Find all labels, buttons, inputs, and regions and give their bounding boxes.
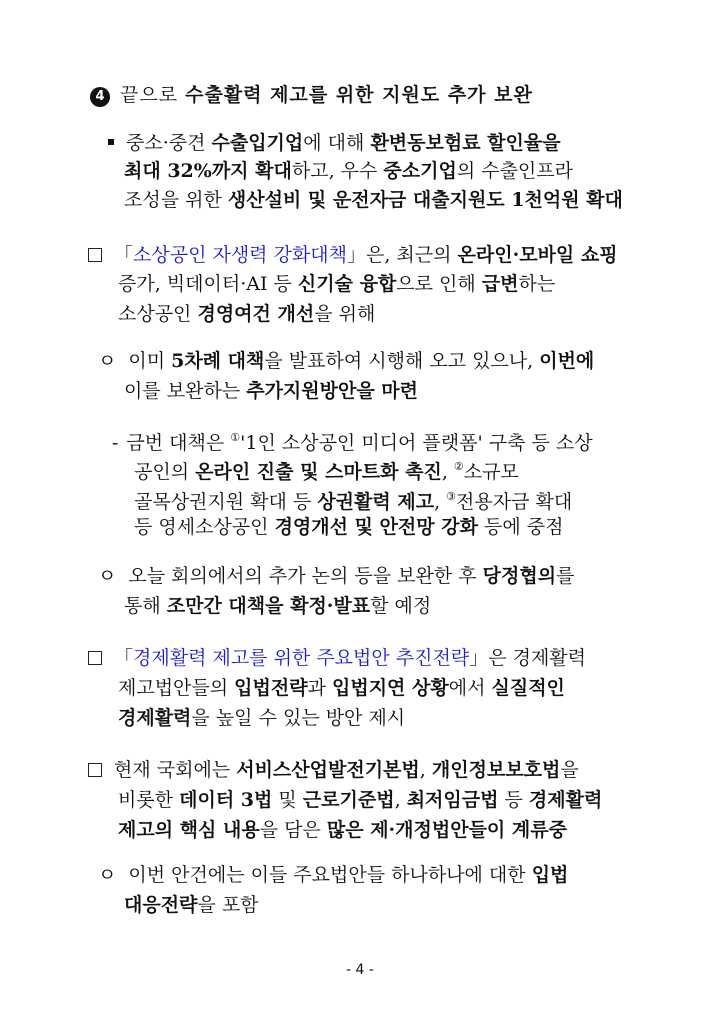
dash-marker: - xyxy=(112,432,119,454)
paragraph-2-line-1: 「경제활력 제고를 위한 주요법안 추진전략」은 경제활력 xyxy=(88,645,586,671)
paragraph-3-line-3: 제고의 핵심 내용을 담은 많은 제·개정법안들이 계류중 xyxy=(118,819,567,841)
sub-item-2-line-1: ㅇ 오늘 회의에서의 추가 논의 등을 보완한 후 당정협의를 xyxy=(98,565,575,587)
sub-item-3-line-1: ㅇ 이번 안건에는 이들 주요법안들 하나하나에 대한 입법 xyxy=(98,864,569,886)
bullet-line-3: 조성을 위한 생산설비 및 운전자금 대출지원도 1천억원 확대 xyxy=(124,189,623,211)
sub-item-3-line-2: 대응전략을 포함 xyxy=(124,894,259,916)
circled-number-marker: 4 xyxy=(90,87,110,107)
bullet-line-1: 중소·중견 수출입기업에 대해 환변동보험료 할인율을 xyxy=(108,130,561,156)
paragraph-2-line-3: 경제활력을 높일 수 있는 방안 제시 xyxy=(118,707,406,729)
dash-item-line-3: 골목상권지원 확대 등 상권활력 제고, ③전용자금 확대 xyxy=(134,490,573,513)
dash-item-line-2: 공인의 온라인 진출 및 스마트화 촉진, ②소규모 xyxy=(134,460,519,483)
checkbox-square-icon xyxy=(88,763,102,777)
paragraph-2-line-2: 제고법안들의 입법전략과 입법지연 상황에서 실질적인 xyxy=(118,677,565,699)
dash-item-line-4: 등 영세소상공인 경영개선 및 안전망 강화 등에 중점 xyxy=(134,516,564,538)
paragraph-1-line-2: 증가, 빅데이터·AI 등 신기술 융합으로 인해 급변하는 xyxy=(118,273,556,295)
dash-item-line-1: - 금번 대책은 ①'1인 소상공인 미디어 플랫폼' 구축 등 소상 xyxy=(112,431,593,454)
paragraph-1-line-1: 「소상공인 자생력 강화대책」은, 최근의 온라인·모바일 쇼핑 xyxy=(88,242,618,268)
sub-item-marker: ㅇ xyxy=(98,864,117,886)
square-bullet-icon xyxy=(108,139,114,145)
sub-item-2-line-2: 통해 조만간 대책을 확정·발표할 예정 xyxy=(124,595,432,617)
sub-item-1-line-2: 이를 보완하는 추가지원방안을 마련 xyxy=(124,380,419,402)
section-4-heading: 4 끝으로 수출활력 제고를 위한 지원도 추가 보완 xyxy=(90,82,533,108)
checkbox-square-icon xyxy=(88,248,102,262)
sub-item-1-line-1: ㅇ 이미 5차례 대책을 발표하여 시행해 오고 있으나, 이번에 xyxy=(98,350,595,372)
page-number: - 4 - xyxy=(346,962,374,978)
sub-item-marker: ㅇ xyxy=(98,565,117,587)
sub-item-marker: ㅇ xyxy=(98,350,117,372)
paragraph-3-line-1: 현재 국회에는 서비스산업발전기본법, 개인정보보호법을 xyxy=(88,757,579,783)
bullet-line-2: 최대 32%까지 확대하고, 우수 중소기업의 수출인프라 xyxy=(124,160,573,182)
checkbox-square-icon xyxy=(88,651,102,665)
paragraph-1-line-3: 소상공인 경영여건 개선을 위해 xyxy=(118,303,376,325)
paragraph-3-line-2: 비롯한 데이터 3법 및 근로기준법, 최저임금법 등 경제활력 xyxy=(118,789,603,811)
